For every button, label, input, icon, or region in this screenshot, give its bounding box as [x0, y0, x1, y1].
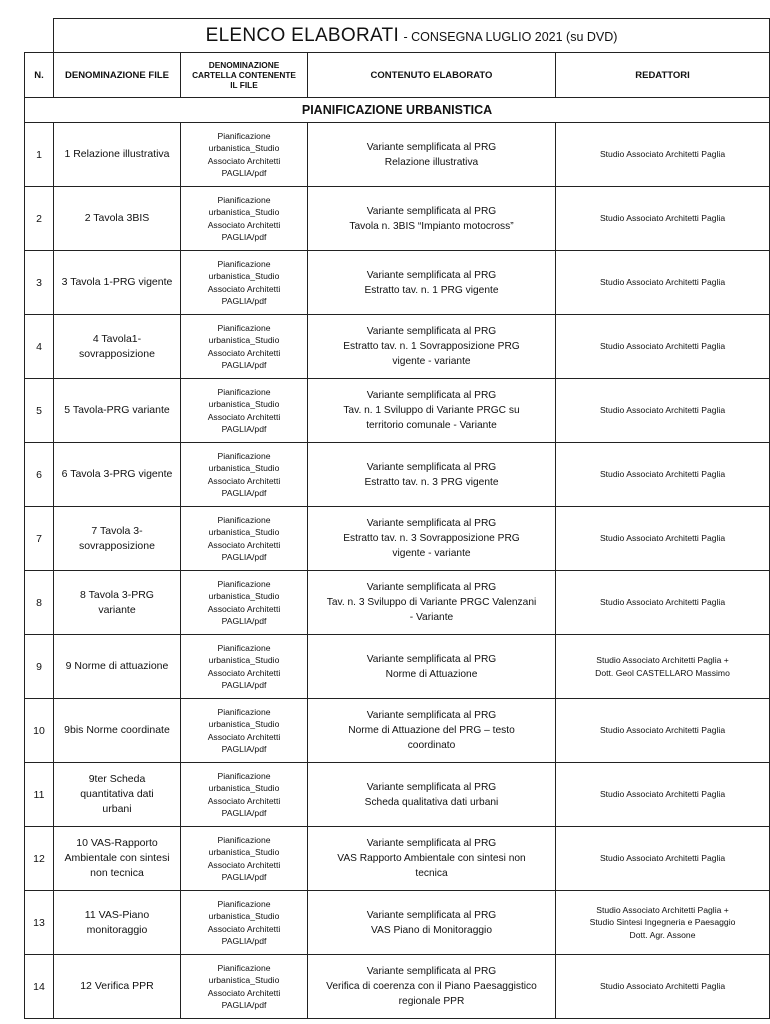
content-line: Variante semplificata al PRG [366, 710, 497, 721]
folder-line: Associato Architetti [207, 603, 281, 614]
content-line: vigente - variante [392, 548, 471, 559]
file-name-line: sovrapposizione [79, 347, 155, 360]
folder-line: urbanistica_Studio [208, 271, 280, 281]
file-name-line: 1 Relazione illustrativa [64, 148, 170, 160]
file-name-line: quantitativa dati [80, 788, 154, 800]
table-row [25, 763, 770, 827]
folder-cell [181, 187, 308, 251]
folder-line: PAGLIA/pdf [221, 616, 267, 626]
content-cell [308, 443, 556, 507]
authors-line: Studio Associato Architetti Paglia [599, 725, 726, 736]
folder-line: Associato Architetti [207, 731, 281, 742]
authors-line: Dott. Agr. Assone [629, 929, 696, 940]
file-name-cell [54, 379, 181, 443]
file-name-line: 5 Tavola-PRG variante [64, 404, 170, 416]
file-name-cell [54, 763, 181, 827]
folder-line: PAGLIA/pdf [221, 808, 267, 818]
authors-cell [556, 315, 770, 379]
folder-line: PAGLIA/pdf [221, 360, 267, 370]
folder-cell [181, 315, 308, 379]
folder-line: urbanistica_Studio [208, 975, 280, 985]
file-name-line: 10 VAS-Rapporto [76, 837, 158, 849]
content-line: territorio comunale - Variante [366, 420, 497, 431]
file-name-line: 3 Tavola 1-PRG vigente [61, 276, 173, 288]
content-line: Variante semplificata al PRG [366, 326, 497, 337]
folder-cell [181, 251, 308, 315]
file-name-cell [54, 123, 181, 187]
folder-line: Pianificazione [217, 642, 271, 653]
content-cell [308, 251, 556, 315]
content-line: regionale PPR [398, 996, 465, 1007]
content-line: - Variante [409, 612, 454, 623]
row-number: 14 [25, 955, 54, 1019]
content-line: Norme di Attuazione [385, 668, 478, 680]
file-name-line: variante [98, 603, 136, 616]
file-name-line: 9 Norme di attuazione [65, 660, 169, 672]
folder-line: PAGLIA/pdf [221, 168, 267, 178]
authors-line: Studio Associato Architetti Paglia [599, 405, 726, 416]
content-cell [308, 955, 556, 1019]
row-number: 12 [25, 827, 54, 891]
file-name-line: monitoraggio [86, 923, 148, 936]
file-name-line: 7 Tavola 3- [91, 524, 143, 537]
file-name-line: urbani [102, 803, 132, 815]
folder-line: Pianificazione [217, 770, 271, 781]
authors-cell [556, 635, 770, 699]
authors-cell [556, 251, 770, 315]
title-sub: - CONSEGNA LUGLIO 2021 (su DVD) [403, 29, 618, 44]
document-title [54, 19, 770, 53]
authors-line: Studio Associato Architetti Paglia [599, 981, 726, 992]
table-row [25, 699, 770, 763]
folder-cell [181, 699, 308, 763]
file-name-line: 2 Tavola 3BIS [84, 212, 150, 224]
content-line: Variante semplificata al PRG [366, 838, 497, 849]
title-blank-cell [25, 19, 54, 53]
row-number: 8 [25, 571, 54, 635]
folder-line: Associato Architetti [207, 411, 281, 422]
folder-cell [181, 763, 308, 827]
authors-line: Dott. Geol CASTELLARO Massimo [595, 667, 730, 678]
folder-line: PAGLIA/pdf [221, 1000, 267, 1010]
content-line: Norme di Attuazione del PRG – testo [348, 725, 515, 736]
folder-line: PAGLIA/pdf [221, 552, 267, 562]
file-name-line: 9ter Scheda [88, 773, 146, 785]
folder-line: PAGLIA/pdf [221, 936, 267, 946]
folder-line: PAGLIA/pdf [221, 680, 267, 690]
authors-cell [556, 187, 770, 251]
content-cell [308, 699, 556, 763]
folder-line: Pianificazione [217, 322, 271, 333]
folder-line: urbanistica_Studio [208, 527, 280, 537]
table-row [25, 187, 770, 251]
folder-line: Pianificazione [217, 514, 271, 525]
content-line: Estratto tav. n. 3 Sovrapposizione PRG [343, 533, 520, 544]
folder-line: PAGLIA/pdf [221, 744, 267, 754]
folder-line: PAGLIA/pdf [221, 872, 267, 882]
authors-line: Studio Associato Architetti Paglia + [596, 655, 729, 665]
authors-cell [556, 955, 770, 1019]
folder-cell [181, 379, 308, 443]
file-name-cell [54, 251, 181, 315]
authors-line: Studio Associato Architetti Paglia + [596, 904, 729, 915]
authors-line: Studio Associato Architetti Paglia [599, 277, 726, 288]
folder-line: Pianificazione [217, 194, 271, 205]
content-line: Variante semplificata al PRG [366, 653, 497, 665]
folder-line: Pianificazione [217, 450, 271, 461]
elaborati-table [24, 18, 770, 1019]
content-line: Estratto tav. n. 1 Sovrapposizione PRG [343, 341, 520, 352]
folder-line: Associato Architetti [207, 539, 281, 550]
content-line: tecnica [415, 868, 448, 879]
content-line: coordinato [407, 740, 456, 751]
file-name-cell [54, 699, 181, 763]
title-main: ELENCO ELABORATI [205, 24, 400, 46]
authors-cell [556, 123, 770, 187]
folder-cell [181, 635, 308, 699]
folder-line: PAGLIA/pdf [221, 296, 267, 306]
file-name-line: 11 VAS-Piano [84, 908, 150, 921]
authors-line: Studio Associato Architetti Paglia [599, 789, 726, 800]
authors-line: Studio Associato Architetti Paglia [599, 149, 726, 160]
folder-line: Associato Architetti [207, 219, 281, 230]
file-name-line: 8 Tavola 3-PRG [80, 588, 154, 601]
folder-line: Associato Architetti [207, 987, 281, 998]
content-line: vigente - variante [392, 356, 471, 367]
folder-line: urbanistica_Studio [208, 143, 280, 153]
content-line: Scheda qualitativa dati urbani [364, 796, 499, 808]
file-name-cell [54, 955, 181, 1019]
folder-line: urbanistica_Studio [208, 591, 280, 601]
file-name-line: sovrapposizione [79, 539, 155, 552]
content-cell [308, 315, 556, 379]
folder-line: urbanistica_Studio [208, 399, 280, 409]
table-row [25, 571, 770, 635]
folder-line: urbanistica_Studio [208, 655, 280, 665]
folder-cell [181, 507, 308, 571]
content-cell [308, 763, 556, 827]
file-name-cell [54, 315, 181, 379]
table-row [25, 123, 770, 187]
header-content: CONTENUTO ELABORATO [308, 53, 556, 98]
file-name-line: Ambientale con sintesi [64, 852, 170, 864]
folder-line: Associato Architetti [207, 155, 281, 166]
content-cell [308, 123, 556, 187]
folder-line: Associato Architetti [207, 795, 281, 806]
authors-line: Studio Sintesi Ingegneria e Paesaggio [589, 917, 736, 928]
content-cell [308, 891, 556, 955]
file-name-cell [54, 827, 181, 891]
content-line: Variante semplificata al PRG [366, 269, 497, 281]
authors-line: Studio Associato Architetti Paglia [599, 341, 726, 352]
section-title: PIANIFICAZIONE URBANISTICA [25, 98, 770, 123]
row-number: 3 [25, 251, 54, 315]
authors-line: Studio Associato Architetti Paglia [599, 533, 726, 544]
content-line: Estratto tav. n. 3 PRG vigente [364, 476, 499, 488]
authors-line: Studio Associato Architetti Paglia [599, 597, 726, 608]
file-name-cell [54, 507, 181, 571]
authors-cell [556, 571, 770, 635]
authors-line: Studio Associato Architetti Paglia [599, 213, 726, 224]
row-number: 6 [25, 443, 54, 507]
folder-line: Pianificazione [217, 706, 271, 717]
folder-line: Associato Architetti [207, 859, 281, 870]
folder-line: urbanistica_Studio [208, 783, 280, 793]
table-row [25, 443, 770, 507]
header-n: N. [25, 53, 54, 98]
file-name-line: non tecnica [90, 867, 144, 879]
header-folder-line: DENOMINAZIONE [208, 60, 280, 70]
folder-line: Pianificazione [217, 834, 271, 845]
content-line: Variante semplificata al PRG [366, 518, 497, 529]
row-number: 10 [25, 699, 54, 763]
row-number: 9 [25, 635, 54, 699]
folder-line: urbanistica_Studio [208, 207, 280, 217]
folder-line: Pianificazione [217, 578, 271, 589]
content-line: Variante semplificata al PRG [366, 966, 497, 977]
header-folder-line: CARTELLA CONTENENTE [192, 70, 296, 80]
folder-cell [181, 955, 308, 1019]
table-row [25, 379, 770, 443]
content-line: Verifica di coerenza con il Piano Paesaggistico [326, 981, 537, 992]
row-number: 1 [25, 123, 54, 187]
authors-line: Studio Associato Architetti Paglia [599, 853, 726, 864]
authors-cell [556, 763, 770, 827]
header-folder-line: IL FILE [230, 80, 258, 90]
content-cell [308, 571, 556, 635]
content-line: VAS Piano di Monitoraggio [370, 924, 492, 936]
folder-line: urbanistica_Studio [208, 719, 280, 729]
authors-cell [556, 699, 770, 763]
section-row [25, 98, 770, 123]
row-number: 7 [25, 507, 54, 571]
folder-cell [181, 891, 308, 955]
folder-line: Associato Architetti [207, 667, 281, 678]
header-authors: REDATTORI [556, 53, 770, 98]
file-name-cell [54, 187, 181, 251]
folder-cell [181, 443, 308, 507]
row-number: 2 [25, 187, 54, 251]
content-cell [308, 635, 556, 699]
folder-cell [181, 123, 308, 187]
authors-cell [556, 827, 770, 891]
content-line: Variante semplificata al PRG [366, 205, 497, 217]
row-number: 5 [25, 379, 54, 443]
folder-cell [181, 827, 308, 891]
folder-line: urbanistica_Studio [208, 847, 280, 857]
folder-line: urbanistica_Studio [208, 335, 280, 345]
authors-cell [556, 507, 770, 571]
content-cell [308, 827, 556, 891]
folder-line: Pianificazione [217, 386, 271, 397]
file-name-cell [54, 571, 181, 635]
authors-line: Studio Associato Architetti Paglia [599, 469, 726, 480]
authors-cell [556, 379, 770, 443]
folder-line: PAGLIA/pdf [221, 232, 267, 242]
content-line: Tavola n. 3BIS “Impianto motocross” [349, 220, 514, 232]
file-name-line: 4 Tavola1- [92, 332, 142, 345]
content-line: Tav. n. 1 Sviluppo di Variante PRGC su [343, 405, 520, 416]
content-line: Estratto tav. n. 1 PRG vigente [364, 284, 499, 296]
folder-line: urbanistica_Studio [208, 463, 280, 473]
authors-cell [556, 443, 770, 507]
header-folder [181, 53, 308, 98]
header-row [25, 53, 770, 98]
folder-line: Pianificazione [217, 130, 271, 141]
content-line: VAS Rapporto Ambientale con sintesi non [337, 853, 526, 864]
file-name-cell [54, 443, 181, 507]
content-cell [308, 507, 556, 571]
folder-line: PAGLIA/pdf [221, 488, 267, 498]
row-number: 11 [25, 763, 54, 827]
authors-cell [556, 891, 770, 955]
table-row [25, 827, 770, 891]
content-line: Variante semplificata al PRG [366, 461, 497, 473]
content-line: Variante semplificata al PRG [366, 582, 497, 593]
folder-line: urbanistica_Studio [208, 911, 280, 921]
file-name-line: 12 Verifica PPR [80, 980, 154, 992]
folder-line: Associato Architetti [207, 347, 281, 358]
title-row [25, 19, 770, 53]
content-line: Tav. n. 3 Sviluppo di Variante PRGC Valenzani [326, 597, 537, 608]
file-name-cell [54, 891, 181, 955]
folder-line: Associato Architetti [207, 283, 281, 294]
file-name-line: 9bis Norme coordinate [64, 724, 170, 736]
table-row [25, 635, 770, 699]
file-name-line: 6 Tavola 3-PRG vigente [61, 468, 173, 480]
folder-line: Associato Architetti [207, 475, 281, 486]
folder-line: Pianificazione [217, 962, 271, 973]
content-line: Variante semplificata al PRG [366, 781, 497, 793]
content-line: Variante semplificata al PRG [366, 909, 497, 921]
content-line: Variante semplificata al PRG [366, 141, 497, 153]
folder-line: Pianificazione [217, 258, 271, 269]
folder-cell [181, 571, 308, 635]
row-number: 4 [25, 315, 54, 379]
folder-line: Associato Architetti [207, 923, 281, 934]
table-row [25, 251, 770, 315]
content-cell [308, 187, 556, 251]
folder-line: PAGLIA/pdf [221, 424, 267, 434]
table-row [25, 955, 770, 1019]
table-body [25, 123, 770, 1019]
row-number: 13 [25, 891, 54, 955]
table-row [25, 891, 770, 955]
content-line: Relazione illustrativa [384, 156, 479, 168]
content-cell [308, 379, 556, 443]
table-row [25, 507, 770, 571]
file-name-cell [54, 635, 181, 699]
folder-line: Pianificazione [217, 898, 271, 909]
content-line: Variante semplificata al PRG [366, 390, 497, 401]
header-file: DENOMINAZIONE FILE [54, 53, 181, 98]
table-row [25, 315, 770, 379]
